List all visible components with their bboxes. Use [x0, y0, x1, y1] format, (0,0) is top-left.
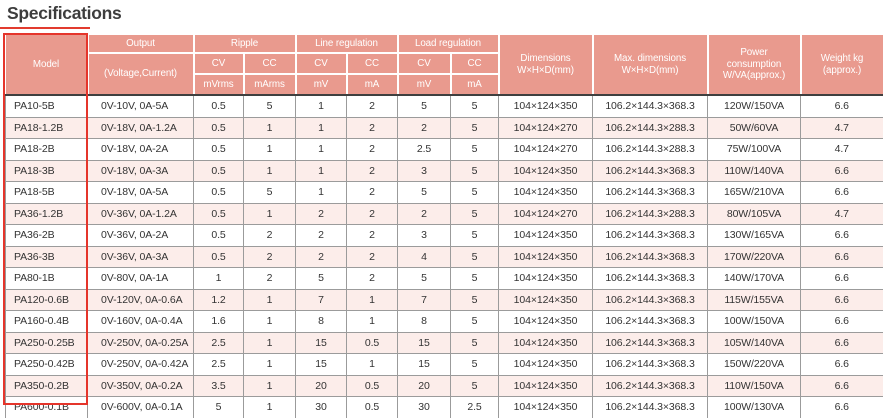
cell-max-dimensions: 106.2×144.3×368.3 [593, 268, 708, 290]
cell-load-cc: 5 [451, 289, 499, 311]
spec-table [5, 35, 883, 418]
cell-load-cc: 5 [451, 139, 499, 161]
cell-weight: 6.6 [801, 268, 883, 290]
cell-output: 0V-600V, 0A-0.1A [88, 397, 194, 418]
cell-output: 0V-18V, 0A-5A [88, 182, 194, 204]
cell-model: PA36-3B [6, 246, 88, 268]
cell-weight: 6.6 [801, 246, 883, 268]
cell-dimensions: 104×124×350 [499, 95, 593, 117]
cell-power: 130W/165VA [708, 225, 801, 247]
cell-line-cc: 2 [347, 246, 398, 268]
table-row [6, 397, 883, 418]
cell-power: 50W/60VA [708, 117, 801, 139]
cell-line-cv: 2 [296, 246, 347, 268]
cell-max-dimensions: 106.2×144.3×368.3 [593, 182, 708, 204]
cell-power: 120W/150VA [708, 95, 801, 117]
unit-load-mv: mV [398, 74, 451, 95]
cell-dimensions: 104×124×350 [499, 160, 593, 182]
cell-power: 105W/140VA [708, 332, 801, 354]
cell-ripple-cv: 0.5 [194, 139, 244, 161]
cell-max-dimensions: 106.2×144.3×368.3 [593, 397, 708, 418]
cell-model: PA18-3B [6, 160, 88, 182]
cell-power: 100W/130VA [708, 397, 801, 418]
cell-power: 110W/150VA [708, 375, 801, 397]
power-label-2: consumption [726, 58, 782, 70]
cell-max-dimensions: 106.2×144.3×368.3 [593, 332, 708, 354]
cell-line-cc: 0.5 [347, 397, 398, 418]
cell-output: 0V-36V, 0A-2A [88, 225, 194, 247]
cell-ripple-cc: 1 [244, 354, 296, 376]
col-header-weight [801, 35, 883, 95]
cell-line-cv: 15 [296, 354, 347, 376]
cell-weight: 6.6 [801, 182, 883, 204]
cell-max-dimensions: 106.2×144.3×368.3 [593, 289, 708, 311]
cell-power: 165W/210VA [708, 182, 801, 204]
cell-max-dimensions: 106.2×144.3×368.3 [593, 225, 708, 247]
cell-load-cv: 5 [398, 268, 451, 290]
cell-dimensions: 104×124×350 [499, 332, 593, 354]
col-header-load-regulation: Load regulation [398, 35, 499, 53]
cell-output: 0V-80V, 0A-1A [88, 268, 194, 290]
cell-ripple-cv: 1.6 [194, 311, 244, 333]
col-header-output-sub: (Voltage,Current) [88, 53, 194, 95]
cell-weight: 6.6 [801, 354, 883, 376]
cell-weight: 6.6 [801, 397, 883, 418]
cell-line-cc: 1 [347, 354, 398, 376]
cell-model: PA18-2B [6, 139, 88, 161]
unit-mvrms: mVrms [194, 74, 244, 95]
cell-ripple-cc: 1 [244, 311, 296, 333]
cell-max-dimensions: 106.2×144.3×368.3 [593, 95, 708, 117]
cell-ripple-cv: 3.5 [194, 375, 244, 397]
cell-ripple-cv: 2.5 [194, 332, 244, 354]
cell-output: 0V-350V, 0A-0.2A [88, 375, 194, 397]
cell-load-cv: 5 [398, 182, 451, 204]
table-row [6, 182, 883, 204]
cell-ripple-cv: 2.5 [194, 354, 244, 376]
cell-line-cv: 1 [296, 117, 347, 139]
cell-ripple-cc: 1 [244, 332, 296, 354]
table-row [6, 311, 883, 333]
cell-ripple-cc: 1 [244, 289, 296, 311]
table-row [6, 160, 883, 182]
cell-line-cc: 1 [347, 289, 398, 311]
cell-ripple-cc: 1 [244, 139, 296, 161]
cell-weight: 6.6 [801, 375, 883, 397]
cell-load-cc: 5 [451, 332, 499, 354]
cell-power: 140W/170VA [708, 268, 801, 290]
cell-load-cc: 5 [451, 268, 499, 290]
cell-dimensions: 104×124×270 [499, 203, 593, 225]
cell-dimensions: 104×124×350 [499, 375, 593, 397]
col-header-dimensions [499, 35, 593, 95]
cell-power: 115W/155VA [708, 289, 801, 311]
unit-line-ma: mA [347, 74, 398, 95]
cell-load-cv: 15 [398, 354, 451, 376]
cell-line-cc: 2 [347, 117, 398, 139]
cell-model: PA80-1B [6, 268, 88, 290]
cell-ripple-cc: 1 [244, 375, 296, 397]
cell-output: 0V-10V, 0A-5A [88, 95, 194, 117]
cell-ripple-cv: 0.5 [194, 203, 244, 225]
cell-output: 0V-250V, 0A-0.25A [88, 332, 194, 354]
cell-power: 170W/220VA [708, 246, 801, 268]
cell-ripple-cc: 1 [244, 203, 296, 225]
cell-weight: 4.7 [801, 139, 883, 161]
cell-ripple-cv: 0.5 [194, 95, 244, 117]
unit-line-mv: mV [296, 74, 347, 95]
cell-line-cc: 0.5 [347, 332, 398, 354]
cell-line-cc: 2 [347, 160, 398, 182]
table-row [6, 139, 883, 161]
cell-ripple-cc: 1 [244, 117, 296, 139]
cell-line-cv: 2 [296, 203, 347, 225]
cell-line-cv: 7 [296, 289, 347, 311]
cell-ripple-cc: 2 [244, 225, 296, 247]
cell-weight: 6.6 [801, 225, 883, 247]
unit-marms: mArms [244, 74, 296, 95]
cell-model: PA36-1.2B [6, 203, 88, 225]
table-row [6, 246, 883, 268]
cell-load-cc: 5 [451, 182, 499, 204]
max-dimensions-label: Max. dimensions [614, 52, 687, 64]
cell-load-cv: 2.5 [398, 139, 451, 161]
cell-line-cv: 8 [296, 311, 347, 333]
col-header-ripple-cc: CC [244, 53, 296, 74]
table-row [6, 225, 883, 247]
cell-output: 0V-18V, 0A-2A [88, 139, 194, 161]
cell-weight: 6.6 [801, 160, 883, 182]
col-header-output: Output [88, 35, 194, 53]
weight-approx: (approx.) [822, 64, 862, 76]
weight-label: Weight kg [820, 52, 864, 64]
table-row [6, 203, 883, 225]
cell-line-cc: 0.5 [347, 375, 398, 397]
cell-dimensions: 104×124×350 [499, 397, 593, 418]
cell-model: PA10-5B [6, 95, 88, 117]
cell-dimensions: 104×124×270 [499, 139, 593, 161]
cell-line-cv: 5 [296, 268, 347, 290]
col-header-power-consumption [708, 35, 801, 95]
cell-line-cc: 1 [347, 311, 398, 333]
cell-load-cc: 5 [451, 160, 499, 182]
cell-dimensions: 104×124×350 [499, 246, 593, 268]
cell-model: PA250-0.25B [6, 332, 88, 354]
cell-ripple-cc: 5 [244, 182, 296, 204]
power-unit: W/VA(approx.) [722, 70, 786, 82]
col-header-load-cv: CV [398, 53, 451, 74]
cell-dimensions: 104×124×350 [499, 268, 593, 290]
cell-line-cc: 2 [347, 225, 398, 247]
cell-load-cv: 5 [398, 95, 451, 117]
cell-load-cv: 30 [398, 397, 451, 418]
table-row [6, 117, 883, 139]
col-header-ripple: Ripple [194, 35, 296, 53]
title-underline [0, 27, 90, 29]
cell-load-cv: 20 [398, 375, 451, 397]
cell-line-cc: 2 [347, 203, 398, 225]
cell-line-cc: 2 [347, 182, 398, 204]
cell-model: PA36-2B [6, 225, 88, 247]
cell-load-cv: 2 [398, 117, 451, 139]
dimensions-unit: W×H×D(mm) [517, 64, 574, 76]
cell-ripple-cv: 0.5 [194, 182, 244, 204]
cell-ripple-cc: 2 [244, 246, 296, 268]
cell-load-cc: 5 [451, 203, 499, 225]
power-label-1: Power [740, 46, 768, 58]
cell-line-cv: 20 [296, 375, 347, 397]
cell-load-cc: 5 [451, 311, 499, 333]
cell-line-cv: 15 [296, 332, 347, 354]
cell-model: PA18-5B [6, 182, 88, 204]
cell-weight: 6.6 [801, 332, 883, 354]
col-header-model: Model [6, 35, 88, 95]
cell-max-dimensions: 106.2×144.3×368.3 [593, 375, 708, 397]
cell-output: 0V-160V, 0A-0.4A [88, 311, 194, 333]
cell-output: 0V-250V, 0A-0.42A [88, 354, 194, 376]
cell-load-cc: 2.5 [451, 397, 499, 418]
cell-ripple-cc: 2 [244, 268, 296, 290]
cell-line-cv: 1 [296, 160, 347, 182]
cell-line-cc: 2 [347, 95, 398, 117]
table-row [6, 268, 883, 290]
cell-ripple-cv: 0.5 [194, 246, 244, 268]
page-title: Specifications [7, 3, 122, 23]
dimensions-label: Dimensions [520, 52, 571, 64]
cell-ripple-cv: 1.2 [194, 289, 244, 311]
cell-weight: 4.7 [801, 117, 883, 139]
cell-line-cv: 1 [296, 182, 347, 204]
cell-dimensions: 104×124×270 [499, 117, 593, 139]
table-row [6, 354, 883, 376]
cell-max-dimensions: 106.2×144.3×368.3 [593, 246, 708, 268]
cell-power: 75W/100VA [708, 139, 801, 161]
cell-load-cv: 7 [398, 289, 451, 311]
cell-weight: 6.6 [801, 311, 883, 333]
cell-load-cv: 3 [398, 160, 451, 182]
cell-ripple-cv: 0.5 [194, 160, 244, 182]
col-header-load-cc: CC [451, 53, 499, 74]
spec-table-body [6, 95, 883, 418]
cell-output: 0V-36V, 0A-1.2A [88, 203, 194, 225]
col-header-max-dimensions [593, 35, 708, 95]
cell-max-dimensions: 106.2×144.3×288.3 [593, 203, 708, 225]
cell-dimensions: 104×124×350 [499, 289, 593, 311]
cell-ripple-cv: 0.5 [194, 117, 244, 139]
cell-ripple-cv: 0.5 [194, 225, 244, 247]
cell-dimensions: 104×124×350 [499, 225, 593, 247]
cell-line-cc: 2 [347, 268, 398, 290]
table-row [6, 332, 883, 354]
cell-dimensions: 104×124×350 [499, 354, 593, 376]
cell-load-cc: 5 [451, 95, 499, 117]
cell-load-cv: 2 [398, 203, 451, 225]
table-row [6, 375, 883, 397]
cell-ripple-cv: 5 [194, 397, 244, 418]
cell-dimensions: 104×124×350 [499, 182, 593, 204]
cell-model: PA160-0.4B [6, 311, 88, 333]
cell-output: 0V-120V, 0A-0.6A [88, 289, 194, 311]
cell-model: PA120-0.6B [6, 289, 88, 311]
cell-output: 0V-18V, 0A-3A [88, 160, 194, 182]
cell-output: 0V-36V, 0A-3A [88, 246, 194, 268]
cell-line-cv: 2 [296, 225, 347, 247]
cell-load-cc: 5 [451, 225, 499, 247]
cell-ripple-cc: 1 [244, 397, 296, 418]
table-row [6, 289, 883, 311]
cell-weight: 6.6 [801, 289, 883, 311]
col-header-line-cc: CC [347, 53, 398, 74]
cell-weight: 4.7 [801, 203, 883, 225]
cell-ripple-cc: 5 [244, 95, 296, 117]
cell-line-cc: 2 [347, 139, 398, 161]
cell-output: 0V-18V, 0A-1.2A [88, 117, 194, 139]
col-header-ripple-cv: CV [194, 53, 244, 74]
cell-line-cv: 1 [296, 139, 347, 161]
cell-max-dimensions: 106.2×144.3×368.3 [593, 160, 708, 182]
col-header-line-cv: CV [296, 53, 347, 74]
cell-model: PA18-1.2B [6, 117, 88, 139]
cell-weight: 6.6 [801, 95, 883, 117]
cell-model: PA250-0.42B [6, 354, 88, 376]
cell-dimensions: 104×124×350 [499, 311, 593, 333]
max-dimensions-unit: W×H×D(mm) [621, 64, 679, 76]
cell-max-dimensions: 106.2×144.3×368.3 [593, 311, 708, 333]
cell-model: PA600-0.1B [6, 397, 88, 418]
cell-power: 110W/140VA [708, 160, 801, 182]
unit-load-ma: mA [451, 74, 499, 95]
col-header-line-regulation: Line regulation [296, 35, 398, 53]
cell-load-cv: 3 [398, 225, 451, 247]
cell-ripple-cv: 1 [194, 268, 244, 290]
cell-power: 100W/150VA [708, 311, 801, 333]
cell-load-cv: 15 [398, 332, 451, 354]
cell-max-dimensions: 106.2×144.3×288.3 [593, 117, 708, 139]
cell-max-dimensions: 106.2×144.3×288.3 [593, 139, 708, 161]
cell-line-cv: 30 [296, 397, 347, 418]
cell-load-cc: 5 [451, 117, 499, 139]
cell-line-cv: 1 [296, 95, 347, 117]
cell-load-cc: 5 [451, 375, 499, 397]
cell-load-cc: 5 [451, 354, 499, 376]
cell-power: 150W/220VA [708, 354, 801, 376]
cell-load-cc: 5 [451, 246, 499, 268]
cell-load-cv: 4 [398, 246, 451, 268]
cell-ripple-cc: 1 [244, 160, 296, 182]
cell-power: 80W/105VA [708, 203, 801, 225]
cell-load-cv: 8 [398, 311, 451, 333]
cell-model: PA350-0.2B [6, 375, 88, 397]
cell-max-dimensions: 106.2×144.3×368.3 [593, 354, 708, 376]
table-row [6, 95, 883, 117]
